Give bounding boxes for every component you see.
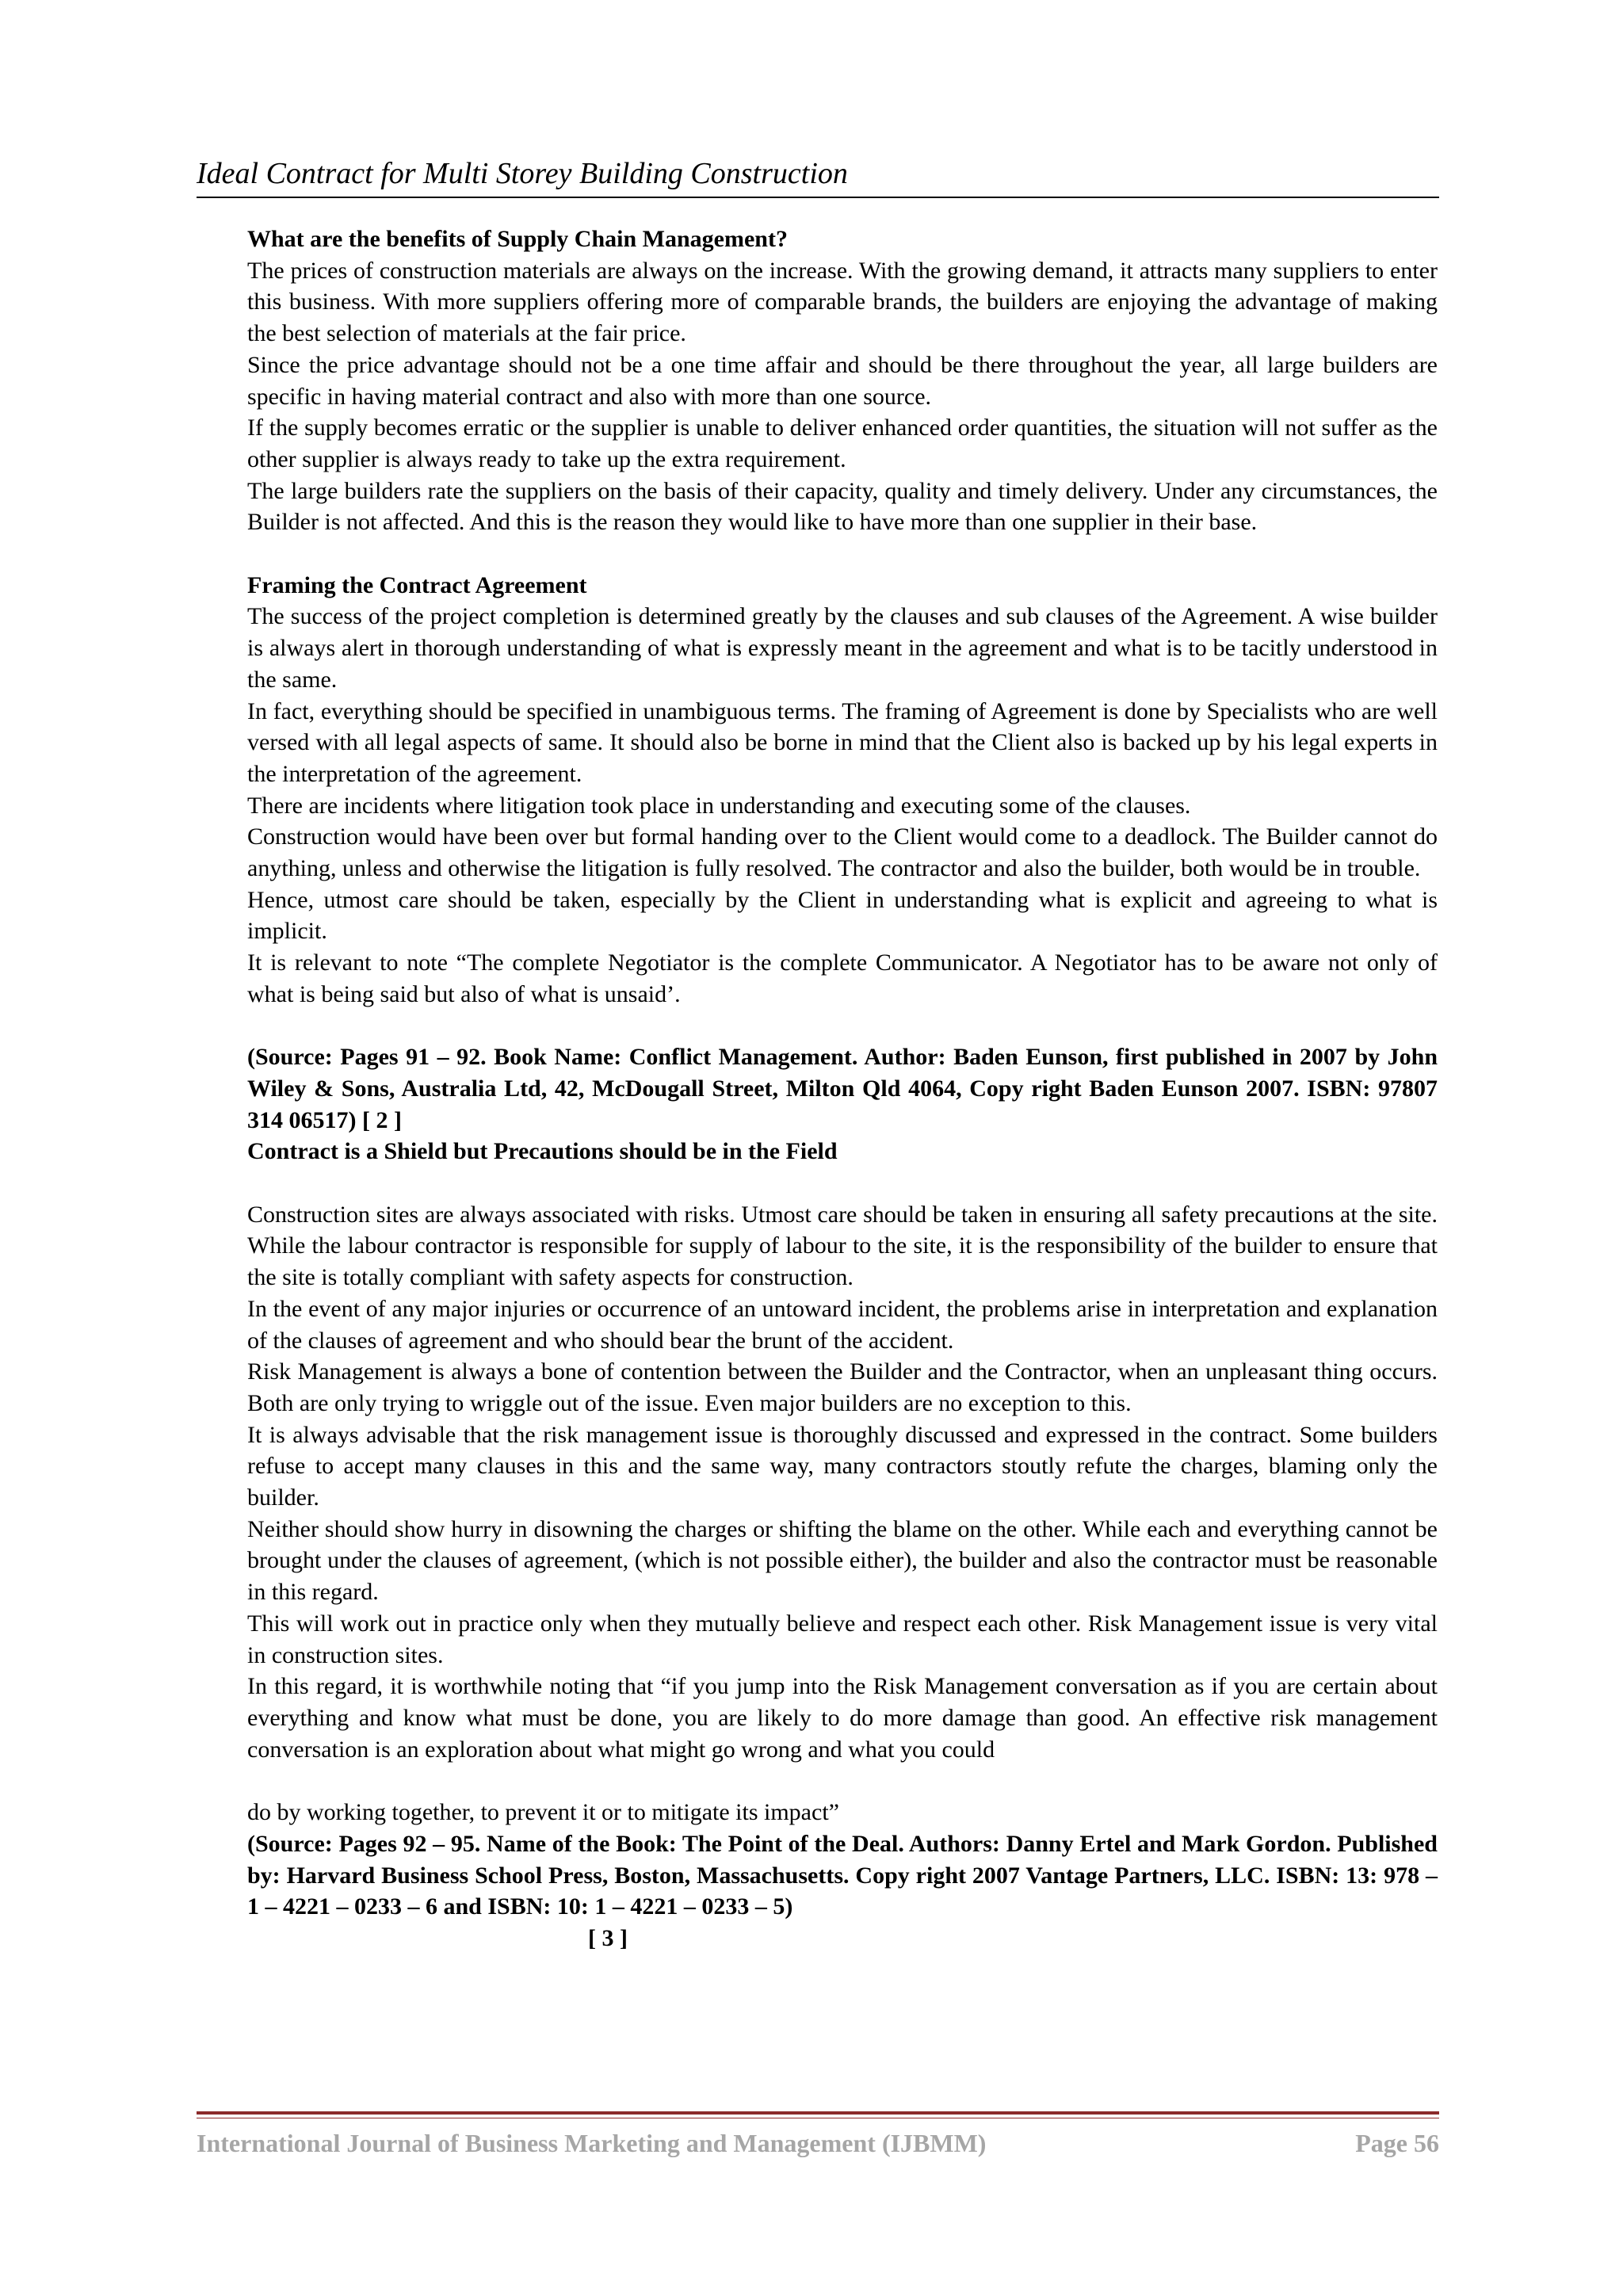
paragraph: If the supply becomes erratic or the supplier is unable to deliver enhanced order quantities, the situation will not suffer as the other supplier is always ready to take up the extra requirement. [247,415,1438,472]
journal-name: International Journal of Business Marketing and Management (IJBMM) [197,2129,987,2157]
spacer [247,1167,1438,1199]
article-body [247,223,1438,1954]
header-rule [197,197,1439,198]
paragraph: The prices of construction materials are always on the increase. With the growing demand, it attracts many suppliers to enter this business. With more suppliers offering more of comparable brands, the builders are enjoying the advantage of making the best selection of materials at the fair price. [247,257,1438,347]
section-heading-shield: Contract is a Shield but Precautions should be in the Field [247,1138,838,1165]
page-footer [197,2124,1439,2164]
section-heading-supply-chain: What are the benefits of Supply Chain Management? [247,226,788,252]
footer-rule [197,2111,1439,2115]
spacer [247,538,1438,570]
section-heading-contract-agreement: Framing the Contract Agreement [247,571,587,598]
source-citation: (Source: Pages 92 – 95. Name of the Book: The Point of the Deal. Authors: Danny Ertel and Mark Gordon. Published by: Harvard Business School Press, Boston, Massachusetts. Copy right 2007 Vantage Partners, LLC. ISBN: 13: 978 – 1 – 4221 – 0233 – 6 and ISBN: 10: 1 – 4221 – 0233 – 5) [247,1830,1438,1920]
paragraph: Neither should show hurry in disowning the charges or shifting the blame on the other. While each and everything cannot be brought under the clauses of agreement, (which is not possible either), the builder and also the contractor must be reasonable in this regard. [247,1515,1438,1606]
paragraph: It is always advisable that the risk management issue is thoroughly discussed and expressed in the contract. Some builders refuse to accept many clauses in this and the same way, many contractors stoutly refute the charges, blaming only the builder. [247,1421,1438,1511]
paragraph: Construction would have been over but formal handing over to the Client would come to a deadlock. The Builder cannot do anything, unless and otherwise the litigation is fully resolved. The contractor and also the builder, both would be in trouble. [247,823,1438,882]
source-citation: (Source: Pages 91 – 92. Book Name: Conflict Management. Author: Baden Eunson, first published in 2007 by John Wiley & Sons, Australia Ltd, 42, McDougall Street, Milton Qld 4064, Copy right Baden Eunson 2007. ISBN: 97807 314 06517) [ 2 ] [247,1044,1438,1133]
paragraph: Hence, utmost care should be taken, especially by the Client in understanding what is explicit and agreeing to what is implicit. [247,886,1438,945]
paragraph: Since the price advantage should not be a one time affair and should be there throughout the year, all large builders are specific in having material contract and also with more than one source. [247,351,1438,410]
paragraph: There are incidents where litigation took place in understanding and executing some of the clauses. [247,792,1191,819]
spacer [247,1010,1438,1042]
paragraph: In the event of any major injuries or occurrence of an untoward incident, the problems arise in interpretation and explanation of the clauses of agreement and who should bear the brunt of the accident. [247,1295,1438,1354]
page-number: Page 56 [1355,2129,1439,2157]
paragraph: The large builders rate the suppliers on the basis of their capacity, quality and timely delivery. Under any circumstances, the Builder is not affected. And this is the reason they would like to have more than one supplier in their base. [247,477,1438,536]
reference-number: [ 3 ] [588,1924,628,1951]
paragraph: This will work out in practice only when they mutually believe and respect each other. Risk Management issue is very vital in construction sites. [247,1610,1438,1668]
spacer [247,1765,1438,1797]
paragraph: In this regard, it is worthwhile noting that “if you jump into the Risk Management conversation as if you are certain about everything and know what must be done, you are likely to do more damage than good. An effective risk management conversation is an exploration about what might go wrong and what you could [247,1673,1438,1763]
paragraph: Risk Management is always a bone of contention between the Builder and the Contractor, when an unpleasant thing occurs. Both are only trying to wriggle out of the issue. Even major builders are no exception to this. [247,1358,1438,1416]
paragraph: In fact, everything should be specified in unambiguous terms. The framing of Agreement is done by Specialists who are well versed with all legal aspects of same. It should also be borne in mind that the Client also is backed up by his legal experts in the interpretation of the agreement. [247,697,1438,787]
paragraph: It is relevant to note “The complete Negotiator is the complete Communicator. A Negotiator has to be aware not only of what is being said but also of what is unsaid’. [247,949,1438,1007]
paragraph: do by working together, to prevent it or to mitigate its impact” [247,1799,839,1826]
paragraph: Construction sites are always associated with risks. Utmost care should be taken in ensuring all safety precautions at the site. While the labour contractor is responsible for supply of labour to the site, it is the responsibility of the builder to ensure that the site is totally compliant with safety aspects for construction. [247,1201,1438,1291]
paragraph: The success of the project completion is determined greatly by the clauses and sub clauses of the Agreement. A wise builder is always alert in thorough understanding of what is expressly meant in the agreement and what is to be tacitly understood in the same. [247,603,1438,693]
running-header: Ideal Contract for Multi Storey Building Construction [197,157,848,190]
